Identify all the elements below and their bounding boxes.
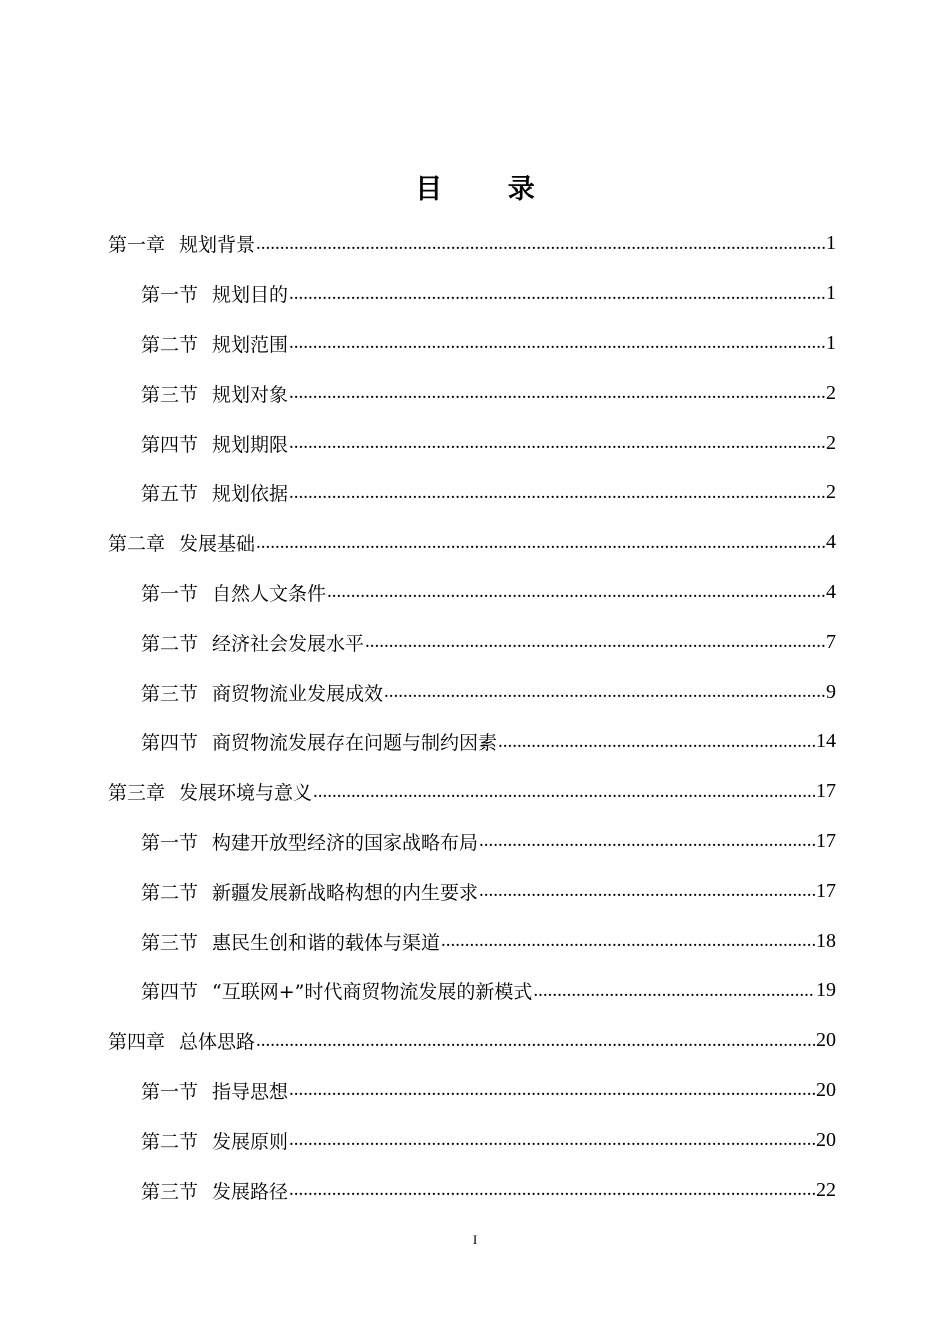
toc-entry-label — [108, 230, 255, 257]
toc-chapter-entry[interactable] — [108, 219, 836, 269]
toc-entry-title: 指导思想 — [212, 1080, 289, 1103]
toc-entry-number: 第一节 — [141, 831, 199, 854]
toc-section-entry[interactable] — [108, 916, 836, 966]
toc-entry-number: 第三节 — [141, 383, 199, 406]
toc-entry-label — [141, 878, 478, 905]
toc-entry-number: 第三节 — [141, 682, 199, 705]
toc-entry-label — [108, 1027, 255, 1054]
toc-entry-page: 1 — [826, 331, 836, 354]
toc-entry-title: 商贸物流发展存在问题与制约因素 — [212, 732, 498, 755]
toc-entry-page: 14 — [816, 730, 836, 753]
toc-entry-page: 20 — [816, 1078, 836, 1101]
toc-entry-title: 规划依据 — [212, 483, 289, 506]
toc-entry-label — [141, 330, 288, 357]
toc-dot-leader — [479, 880, 815, 902]
toc-entry-page: 20 — [816, 1029, 836, 1052]
toc-entry-title: 构建开放型经济的国家战略布局 — [212, 831, 479, 854]
toc-entry-title: 经济社会发展水平 — [212, 632, 365, 655]
toc-entry-page: 20 — [816, 1128, 836, 1151]
toc-section-entry[interactable] — [108, 667, 836, 717]
toc-entry-title: 总体思路 — [179, 1031, 256, 1054]
toc-section-entry[interactable] — [108, 866, 836, 916]
toc-entry-number: 第四节 — [141, 981, 199, 1004]
toc-entry-number: 第三节 — [141, 931, 199, 954]
toc-dot-leader — [289, 1179, 815, 1201]
toc-entry-number: 第一节 — [141, 284, 199, 307]
toc-entry-number: 第三章 — [108, 782, 166, 805]
toc-entry-label — [141, 679, 383, 706]
toc-entry-title: 发展原则 — [212, 1130, 289, 1153]
toc-entry-number: 第五节 — [141, 483, 199, 506]
toc-entry-number: 第二节 — [141, 881, 199, 904]
toc-entry-number: 第二章 — [108, 533, 166, 556]
toc-entry-page: 4 — [826, 531, 836, 554]
toc-section-entry[interactable] — [108, 269, 836, 319]
toc-entry-label — [141, 280, 288, 307]
toc-section-entry[interactable] — [108, 717, 836, 767]
toc-dot-leader — [289, 482, 825, 504]
toc-entry-number: 第二节 — [141, 333, 199, 356]
toc-entry-page: 9 — [826, 680, 836, 703]
toc-entry-page: 7 — [826, 630, 836, 653]
toc-dot-leader — [256, 233, 825, 255]
toc-entry-page: 17 — [816, 829, 836, 852]
toc-entry-title: 发展基础 — [179, 533, 256, 556]
toc-section-entry[interactable] — [108, 319, 836, 369]
toc-entry-title: 惠民生创和谐的载体与渠道 — [212, 931, 441, 954]
toc-dot-leader — [384, 681, 825, 703]
toc-entry-page: 2 — [826, 431, 836, 454]
toc-dot-leader — [533, 980, 815, 1002]
toc-entry-page: 1 — [826, 232, 836, 255]
toc-dot-leader — [289, 332, 825, 354]
toc-entry-page: 2 — [826, 481, 836, 504]
toc-section-entry[interactable] — [108, 617, 836, 667]
toc-section-entry[interactable] — [108, 418, 836, 468]
toc-entry-page: 4 — [826, 580, 836, 603]
toc-entry-number: 第二节 — [141, 632, 199, 655]
toc-entry-label — [141, 579, 326, 606]
toc-section-entry[interactable] — [108, 1165, 836, 1215]
toc-entry-page: 22 — [816, 1178, 836, 1201]
toc-entry-label — [141, 1127, 288, 1154]
toc-section-entry[interactable] — [108, 368, 836, 418]
toc-entry-label — [141, 977, 532, 1004]
toc-entry-label — [141, 430, 288, 457]
toc-dot-leader — [289, 382, 825, 404]
toc-dot-leader — [289, 1129, 815, 1151]
toc-entry-label — [141, 728, 497, 755]
toc-entry-label — [108, 778, 312, 805]
toc-entry-number: 第三节 — [141, 1180, 199, 1203]
toc-entry-title: 规划期限 — [212, 433, 289, 456]
toc-chapter-entry[interactable] — [108, 518, 836, 568]
toc-entry-page: 1 — [826, 282, 836, 305]
toc-entry-page: 2 — [826, 381, 836, 404]
toc-dot-leader — [289, 1079, 815, 1101]
toc-entry-number: 第四节 — [141, 732, 199, 755]
toc-entry-title: 规划对象 — [212, 383, 289, 406]
toc-entry-title: 规划目的 — [212, 284, 289, 307]
toc-entry-number: 第一章 — [108, 234, 166, 257]
toc-entry-title: 规划范围 — [212, 333, 289, 356]
toc-chapter-entry[interactable] — [108, 1016, 836, 1066]
toc-section-entry[interactable] — [108, 966, 836, 1016]
toc-dot-leader — [256, 532, 825, 554]
toc-entry-title: 规划背景 — [179, 234, 256, 257]
toc-entry-label — [141, 1077, 288, 1104]
toc-section-entry[interactable] — [108, 468, 836, 518]
toc-entry-title: 新疆发展新战略构想的内生要求 — [212, 881, 479, 904]
table-of-contents — [108, 219, 836, 1215]
toc-entry-label — [141, 629, 364, 656]
toc-entry-number: 第二节 — [141, 1130, 199, 1153]
toc-entry-page: 17 — [816, 879, 836, 902]
toc-entry-label — [141, 928, 440, 955]
toc-entry-page: 17 — [816, 780, 836, 803]
toc-entry-title: 发展环境与意义 — [179, 782, 313, 805]
toc-chapter-entry[interactable] — [108, 767, 836, 817]
toc-section-entry[interactable] — [108, 817, 836, 867]
toc-dot-leader — [289, 283, 825, 305]
toc-section-entry[interactable] — [108, 1066, 836, 1116]
page-number-footer: I — [472, 1232, 478, 1247]
toc-entry-label — [141, 1177, 288, 1204]
toc-entry-label — [108, 529, 255, 556]
toc-entry-title: 商贸物流业发展成效 — [212, 682, 384, 705]
toc-dot-leader — [441, 930, 815, 952]
toc-entry-number: 第一节 — [141, 582, 199, 605]
toc-section-entry[interactable] — [108, 568, 836, 618]
toc-entry-page: 18 — [816, 929, 836, 952]
toc-section-entry[interactable] — [108, 1115, 836, 1165]
toc-entry-number: 第一节 — [141, 1080, 199, 1103]
toc-dot-leader — [256, 1030, 815, 1052]
toc-entry-page: 19 — [816, 979, 836, 1002]
toc-entry-label — [141, 479, 288, 506]
toc-dot-leader — [289, 432, 825, 454]
toc-dot-leader — [327, 581, 825, 603]
toc-entry-title: 发展路径 — [212, 1180, 289, 1203]
toc-entry-label — [141, 828, 478, 855]
toc-entry-number: 第四节 — [141, 433, 199, 456]
toc-entry-number: 第四章 — [108, 1031, 166, 1054]
toc-entry-label — [141, 380, 288, 407]
toc-entry-title: “互联网+”时代商贸物流发展的新模式 — [212, 981, 533, 1004]
toc-dot-leader — [365, 631, 825, 653]
page-title: 目 录 — [415, 174, 563, 205]
toc-dot-leader — [498, 731, 815, 753]
toc-dot-leader — [479, 830, 815, 852]
toc-dot-leader — [313, 781, 815, 803]
toc-entry-title: 自然人文条件 — [212, 582, 327, 605]
